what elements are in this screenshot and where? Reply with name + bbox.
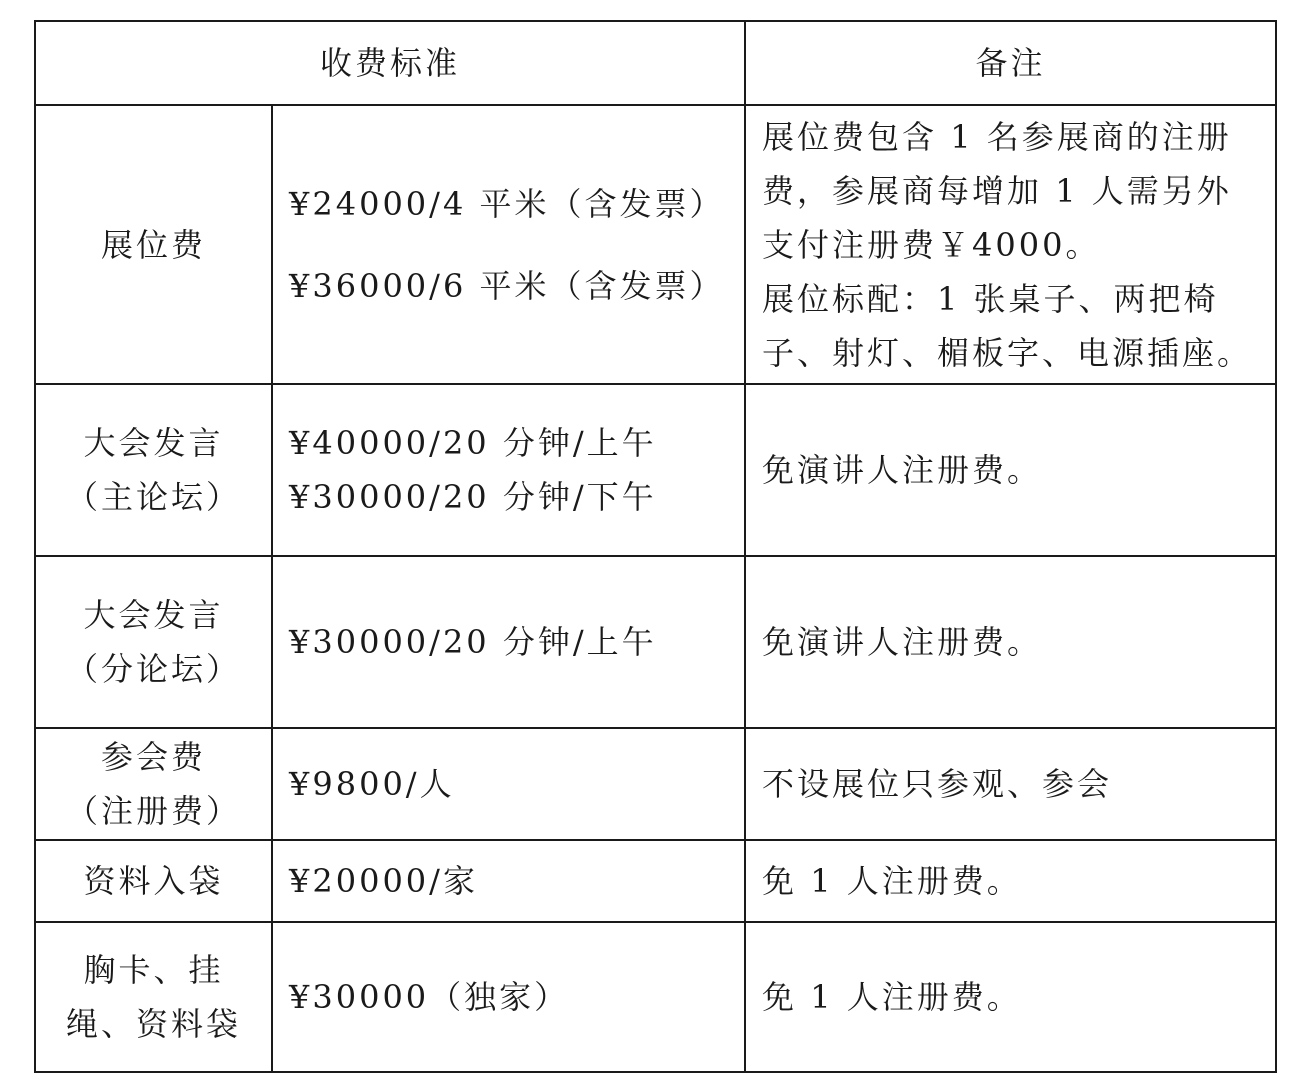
table-row — [35, 840, 1276, 922]
table-row — [35, 728, 1276, 840]
item-line: （主论坛） — [65, 478, 241, 516]
row-item — [35, 105, 272, 384]
price-line: ¥24000/4 平米（含发票） — [289, 184, 725, 223]
row-price — [272, 384, 745, 556]
item-line: 参会费 — [100, 738, 206, 776]
item-line: （分论坛） — [65, 650, 241, 688]
row-item — [35, 728, 272, 840]
header-fee-standard: 收费标准 — [35, 21, 745, 105]
cropped-next-line — [34, 1082, 1275, 1091]
row-note — [745, 728, 1276, 840]
header-remarks: 备注 — [745, 21, 1276, 105]
note-line: 免 1 人注册费。 — [762, 862, 1022, 900]
price-line: ¥40000/20 分钟/上午 — [289, 424, 657, 462]
price-line: ¥20000/家 — [289, 862, 478, 900]
row-item — [35, 922, 272, 1072]
note-line: 展位标配：1 张桌子、两把椅子、射灯、楣板字、电源插座。 — [762, 279, 1253, 372]
row-item — [35, 840, 272, 922]
table-header-row — [35, 21, 1276, 105]
item-line: 绳、资料袋 — [65, 1005, 241, 1043]
row-price — [272, 922, 745, 1072]
table-row — [35, 922, 1276, 1072]
note-line: 免演讲人注册费。 — [762, 623, 1043, 661]
row-price — [272, 840, 745, 922]
row-price — [272, 556, 745, 728]
table-row — [35, 105, 1276, 384]
item-line: （注册费） — [65, 792, 241, 830]
row-price — [272, 728, 745, 840]
row-note — [745, 922, 1276, 1072]
item-line: 大会发言 — [83, 596, 224, 634]
table-row — [35, 556, 1276, 728]
row-item — [35, 384, 272, 556]
price-line: ¥30000/20 分钟/下午 — [289, 478, 657, 516]
price-line: ¥9800/人 — [289, 765, 455, 803]
note-line: 免 1 人注册费。 — [762, 978, 1022, 1016]
note-line: 免演讲人注册费。 — [762, 451, 1043, 489]
note-line: 展位费包含 1 名参展商的注册费，参展商每增加 1 人需另外支付注册费￥4000。 — [762, 117, 1232, 264]
item-line: 资料入袋 — [83, 862, 224, 900]
row-note — [745, 105, 1276, 384]
item-line: 大会发言 — [83, 424, 224, 462]
item-line: 展位费 — [100, 225, 206, 264]
table-row — [35, 384, 1276, 556]
row-price — [272, 105, 745, 384]
fee-table — [34, 20, 1277, 1073]
row-note — [745, 556, 1276, 728]
row-item — [35, 556, 272, 728]
price-line: ¥36000/6 平米（含发票） — [289, 266, 725, 305]
item-line: 胸卡、挂 — [83, 951, 224, 989]
row-note — [745, 840, 1276, 922]
note-line: 不设展位只参观、参会 — [762, 765, 1113, 803]
price-line: ¥30000/20 分钟/上午 — [289, 623, 657, 661]
row-note — [745, 384, 1276, 556]
price-line: ¥30000（独家） — [289, 978, 570, 1016]
